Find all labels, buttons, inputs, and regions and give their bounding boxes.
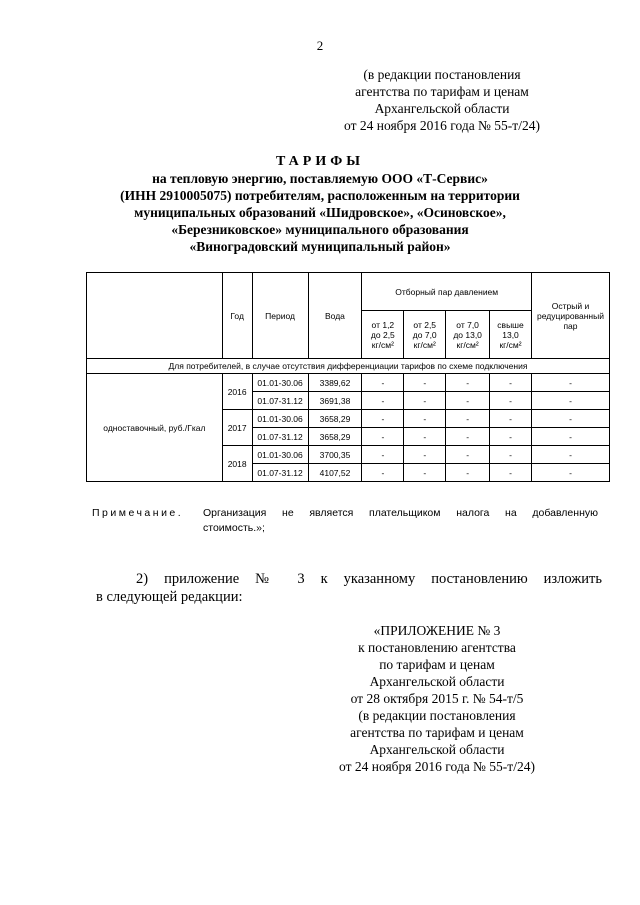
cell-dash: -	[404, 374, 446, 392]
edition-line: агентства по тарифам и ценам	[355, 84, 529, 99]
header-text: кг/см²	[371, 339, 394, 350]
paragraph-line: в следующей редакции:	[96, 589, 243, 605]
cell-period: 01.07-31.12	[252, 392, 308, 410]
header-text: кг/см²	[499, 339, 522, 350]
cell-dash: -	[404, 410, 446, 428]
appendix-line: Архангельской области	[369, 674, 505, 689]
appendix-line: по тарифам и ценам	[379, 657, 495, 672]
cell-period: 01.07-31.12	[252, 464, 308, 482]
cell-dash: -	[404, 428, 446, 446]
cell-water: 3691,38	[308, 392, 362, 410]
row-label: одноставочный, руб./Гкал	[87, 374, 223, 482]
header-text: до 13,0	[453, 329, 482, 340]
title-line: на тепловую энергию, поставляемую ООО «Т-Сервис»	[152, 171, 488, 186]
edition-note	[302, 66, 582, 134]
cell-dash: -	[490, 428, 532, 446]
cell-dash: -	[446, 392, 490, 410]
cell-dash: -	[446, 446, 490, 464]
header-text: кг/см²	[456, 339, 479, 350]
amendment-paragraph	[96, 570, 602, 606]
cell-dash: -	[404, 446, 446, 464]
page-number: 2	[316, 38, 324, 53]
cell-dash: -	[531, 464, 609, 482]
cell-dash: -	[446, 428, 490, 446]
cell-dash: -	[362, 410, 404, 428]
appendix-header	[292, 622, 582, 775]
header-text: пар	[563, 320, 578, 331]
note-label: Примечание.	[92, 507, 184, 519]
cell-water: 3658,29	[308, 428, 362, 446]
cell-dash: -	[446, 410, 490, 428]
cell-dash: -	[446, 464, 490, 482]
tariff-table	[86, 272, 610, 482]
header-steam-group: Отборный пар давлением	[362, 273, 532, 311]
header-text: до 7,0	[412, 329, 437, 340]
header-period: Период	[252, 273, 308, 359]
cell-period: 01.01-30.06	[252, 374, 308, 392]
header-water: Вода	[308, 273, 362, 359]
title-line: «Виноградовский муниципальный район»	[189, 239, 451, 254]
header-steam-2	[404, 311, 446, 359]
cell-period: 01.01-30.06	[252, 446, 308, 464]
appendix-line: к постановлению агентства	[358, 640, 516, 655]
cell-dash: -	[531, 374, 609, 392]
cell-dash: -	[490, 410, 532, 428]
cell-dash: -	[446, 374, 490, 392]
note-text-continued: стоимость.»;	[203, 522, 265, 534]
cell-dash: -	[531, 392, 609, 410]
title-line: муниципальных образований «Шидровское», «Осиновское»,	[134, 205, 506, 220]
header-text: 13,0	[502, 329, 519, 340]
header-blank	[87, 273, 223, 359]
appendix-line: (в редакции постановления	[358, 708, 516, 723]
appendix-line: от 24 ноября 2016 года № 55-т/24)	[339, 759, 535, 774]
header-text: до 2,5	[370, 329, 395, 340]
cell-period: 01.07-31.12	[252, 428, 308, 446]
edition-line: от 24 ноября 2016 года № 55-т/24)	[344, 118, 540, 133]
header-text: свыше	[497, 319, 524, 330]
header-text: от 2,5	[413, 319, 437, 330]
document-title	[70, 153, 570, 255]
cell-year: 2016	[222, 374, 252, 410]
header-year: Год	[222, 273, 252, 359]
cell-dash: -	[362, 464, 404, 482]
header-text: от 7,0	[456, 319, 479, 330]
note-text: Организация не является плательщиком налога на добавленную	[203, 507, 598, 519]
appendix-line: Архангельской области	[369, 742, 505, 757]
cell-water: 3389,62	[308, 374, 362, 392]
cell-dash: -	[490, 374, 532, 392]
cell-dash: -	[362, 446, 404, 464]
header-text: редуцированный	[537, 310, 604, 321]
header-sharp-steam	[531, 273, 609, 359]
header-text: от 1,2	[371, 319, 395, 330]
cell-dash: -	[404, 464, 446, 482]
cell-dash: -	[531, 428, 609, 446]
header-text: кг/см²	[413, 339, 436, 350]
cell-dash: -	[362, 374, 404, 392]
header-text: Острый и	[551, 300, 590, 311]
tariff-body	[87, 374, 610, 482]
appendix-line: «ПРИЛОЖЕНИЕ № 3	[373, 623, 501, 638]
cell-dash: -	[362, 392, 404, 410]
cell-water: 3658,29	[308, 410, 362, 428]
cell-dash: -	[531, 446, 609, 464]
cell-year: 2018	[222, 446, 252, 482]
title-line: (ИНН 2910005075) потребителям, расположенным на территории	[120, 188, 520, 203]
title-heading: ТАРИФЫ	[276, 154, 364, 169]
cell-dash: -	[362, 428, 404, 446]
cell-dash: -	[490, 446, 532, 464]
edition-line: Архангельской области	[374, 101, 510, 116]
cell-dash: -	[531, 410, 609, 428]
appendix-line: агентства по тарифам и ценам	[350, 725, 524, 740]
cell-water: 4107,52	[308, 464, 362, 482]
cell-period: 01.01-30.06	[252, 410, 308, 428]
title-line: «Березниковское» муниципального образования	[171, 222, 469, 237]
header-steam-3	[446, 311, 490, 359]
cell-year: 2017	[222, 410, 252, 446]
appendix-line: от 28 октября 2015 г. № 54-т/5	[350, 691, 524, 706]
header-steam-1	[362, 311, 404, 359]
cell-dash: -	[490, 464, 532, 482]
cell-dash: -	[490, 392, 532, 410]
edition-line: (в редакции постановления	[363, 67, 521, 82]
cell-dash: -	[404, 392, 446, 410]
cell-water: 3700,35	[308, 446, 362, 464]
paragraph-line: 2) приложение № 3 к указанному постановлению изложить	[136, 571, 602, 587]
section-row: Для потребителей, в случае отсутствия дифференциации тарифов по схеме подключения	[87, 359, 610, 374]
header-steam-4	[490, 311, 532, 359]
table-row	[87, 374, 610, 392]
